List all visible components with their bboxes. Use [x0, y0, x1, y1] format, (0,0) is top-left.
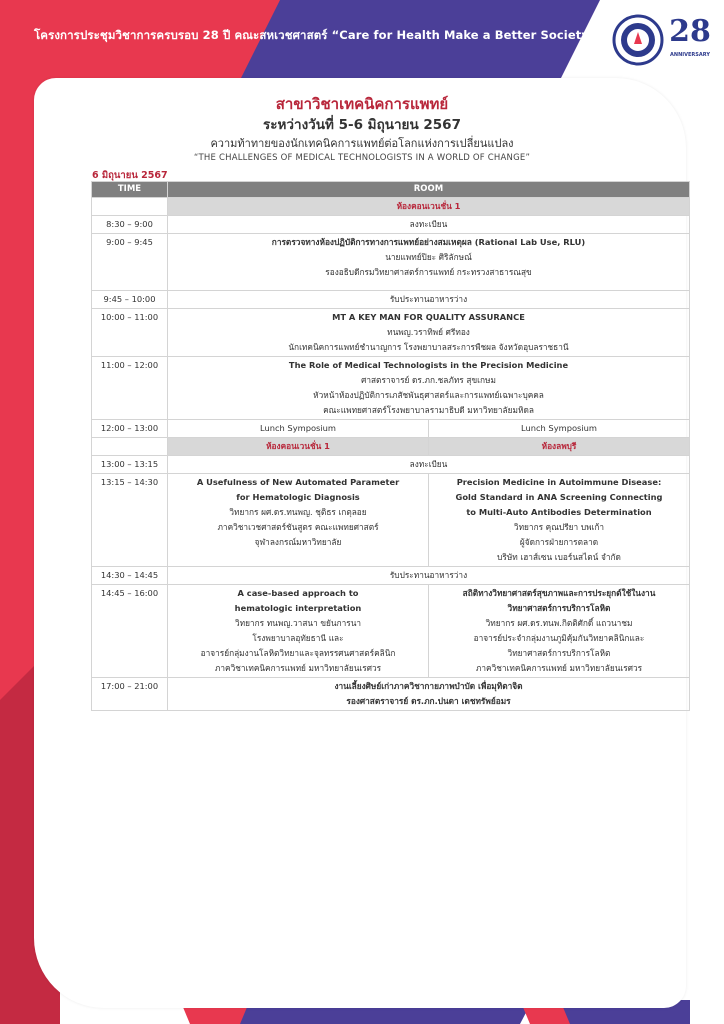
time-cell: 13:15 – 14:30: [92, 474, 168, 567]
time-cell: 9:00 – 9:45: [92, 234, 168, 291]
session-line: วิทยาศาสตร์การบริการโลหิต: [507, 648, 611, 658]
session-cell-right: Lunch Symposium: [429, 420, 690, 438]
time-cell: 12:00 – 13:00: [92, 420, 168, 438]
time-cell: 14:30 – 14:45: [92, 567, 168, 585]
table-row: [92, 678, 690, 711]
room-name: ห้องคอนเวนชั่น 1: [168, 198, 690, 216]
session-title: to Multi-Auto Antibodies Determination: [466, 507, 652, 517]
session-line: ภาควิชาเทคนิคการแพทย์ มหาวิทยาลัยนเรศวร: [475, 663, 643, 673]
header-title: โครงการประชุมวิชาการครบรอบ 28 ปี คณะสหเวชศาสตร์ “Care for Health Make a Better Society”: [34, 28, 597, 42]
session-line: ผู้จัดการฝ่ายการตลาด: [519, 537, 599, 547]
room-name-left: ห้องคอนเวนชั่น 1: [168, 438, 429, 456]
session-title: hematologic interpretation: [234, 603, 362, 613]
session-title: การตรวจทางห้องปฏิบัติการทางการแพทย์อย่างสมเหตุผล (Rational Lab Use, RLU): [271, 237, 586, 247]
session-line: หัวหน้าห้องปฏิบัติการเภสัชพันธุศาสตร์และการแพทย์เฉพาะบุคคล: [313, 390, 544, 400]
session-cell-left: Lunch Symposium: [168, 420, 429, 438]
table-header-row: [92, 182, 690, 198]
session-line: รองอธิบดีกรมวิทยาศาสตร์การแพทย์ กระทรวงสาธารณสุข: [325, 267, 532, 277]
session-cell: [168, 216, 690, 234]
session-line: คณะแพทยศาสตร์โรงพยาบาลรามาธิบดี มหาวิทยาลัยมหิดล: [323, 405, 534, 415]
session-cell: [168, 456, 690, 474]
session-cell-left: [168, 585, 429, 678]
time-cell: 8:30 – 9:00: [92, 216, 168, 234]
anniversary-text: ANNIVERSARY: [670, 52, 710, 58]
time-cell: 17:00 – 21:00: [92, 678, 168, 711]
room-name-right: ห้องลพบุรี: [429, 438, 690, 456]
session-title: Precision Medicine in Autoimmune Disease:: [456, 477, 662, 487]
table-row: [92, 234, 690, 291]
session-line: ทนพญ.วราทิพย์ ศรีทอง: [387, 327, 470, 337]
session-line: นายแพทย์ปิยะ ศิริลักษณ์: [385, 252, 472, 262]
anniversary-logo: [664, 14, 716, 70]
table-row: [92, 567, 690, 585]
session-line: ศาสตราจารย์ ดร.ภก.ชลภัทร สุขเกษม: [361, 375, 496, 385]
session-title: The Role of Medical Technologists in the Precision Medicine: [288, 360, 569, 370]
time-cell: 9:45 – 10:00: [92, 291, 168, 309]
document-subtitle-th: ความท้าทายของนักเทคนิคการแพทย์ต่อโลกแห่งการเปลี่ยนแปลง: [210, 137, 514, 150]
empty-cell: [92, 438, 168, 456]
session-title: รองศาสตราจารย์ ดร.ภก.ปนดา เตชทรัพย์อมร: [346, 696, 511, 706]
session-line: ลงทะเบียน: [409, 219, 448, 229]
day-label: 6 มิถุนายน 2567: [92, 170, 168, 181]
table-row: [92, 456, 690, 474]
session-cell: [168, 234, 690, 291]
session-line: รับประทานอาหารว่าง: [389, 294, 468, 304]
session-title: A Usefulness of New Automated Parameter: [196, 477, 400, 487]
table-row: [92, 216, 690, 234]
session-line: อาจารย์กลุ่มงานโลหิตวิทยาและจุลทรรศนศาสตร์คลินิก: [200, 648, 396, 658]
document-date-range: ระหว่างวันที่ 5-6 มิถุนายน 2567: [263, 117, 461, 133]
session-title: Gold Standard in ANA Screening Connecting: [455, 492, 663, 502]
session-title: A case-based approach to: [237, 588, 359, 598]
session-title: งานเลี้ยงศิษย์เก่าภาควิชากายภาพบำบัด เพื่อมุทิตาจิต: [334, 681, 523, 691]
session-line: วิทยากร คุณปรียา บพเก้า: [513, 522, 605, 532]
session-title: for Hematologic Diagnosis: [236, 492, 360, 502]
table-row: [92, 309, 690, 357]
session-line: นักเทคนิคการแพทย์ชำนาญการ โรงพยาบาลสระการพืชผล จังหวัดอุบลราชธานี: [288, 342, 569, 352]
session-line: วิทยากร ผศ.ดร.ทนพญ. ชุติธร เกตุลอย: [229, 507, 367, 517]
col-time-header: TIME: [92, 182, 168, 198]
time-cell: 13:00 – 13:15: [92, 456, 168, 474]
room-row: [92, 438, 690, 456]
session-title: สถิติทางวิทยาศาสตร์สุขภาพและการประยุกต์ใช้ในงาน: [462, 588, 656, 598]
room-row: [92, 198, 690, 216]
session-line: วิทยากร ผศ.ดร.ทนพ.กิตติศักดิ์ แถวนาชม: [485, 618, 633, 628]
session-line: รับประทานอาหารว่าง: [389, 570, 468, 580]
anniversary-number: 28: [669, 14, 711, 49]
session-line: จุฬาลงกรณ์มหาวิทยาลัย: [254, 537, 342, 547]
session-line: ภาควิชาเทคนิคการแพทย์ มหาวิทยาลัยนเรศวร: [214, 663, 382, 673]
session-cell-right: [429, 474, 690, 567]
col-room-header: ROOM: [168, 182, 690, 198]
session-cell: [168, 678, 690, 711]
table-row: [92, 291, 690, 309]
time-cell: 11:00 – 12:00: [92, 357, 168, 420]
session-cell-left: [168, 474, 429, 567]
session-cell: [168, 357, 690, 420]
schedule-table: [91, 181, 690, 711]
document-subtitle-en: “THE CHALLENGES OF MEDICAL TECHNOLOGISTS IN A WORLD OF CHANGE”: [193, 153, 531, 163]
session-line: บริษัท เฮาส์เซน เบอร์นสไตน์ จำกัด: [497, 552, 621, 562]
session-cell: [168, 291, 690, 309]
table-row: [92, 585, 690, 678]
session-cell-right: [429, 585, 690, 678]
table-row: [92, 357, 690, 420]
document-title: สาขาวิชาเทคนิคการแพทย์: [275, 95, 449, 113]
session-line: อาจารย์ประจำกลุ่มงานภูมิคุ้มกันวิทยาคลินิกและ: [473, 633, 645, 643]
time-cell: 14:45 – 16:00: [92, 585, 168, 678]
session-title: MT A KEY MAN FOR QUALITY ASSURANCE: [332, 312, 525, 322]
empty-cell: [92, 198, 168, 216]
session-line: วิทยากร ทนพญ.วาสนา ขยันการนา: [234, 618, 362, 628]
session-title: วิทยาศาสตร์การบริการโลหิต: [507, 603, 611, 613]
session-line: ลงทะเบียน: [409, 459, 448, 469]
table-row: [92, 474, 690, 567]
session-line: โรงพยาบาลอุทัยธานี และ: [252, 633, 344, 643]
faculty-logo-icon: [612, 14, 664, 66]
session-cell: [168, 309, 690, 357]
session-cell: [168, 567, 690, 585]
session-line: ภาควิชาเวชศาสตร์ชันสูตร คณะแพทยศาสตร์: [217, 522, 379, 532]
time-cell: 10:00 – 11:00: [92, 309, 168, 357]
table-row: [92, 420, 690, 438]
